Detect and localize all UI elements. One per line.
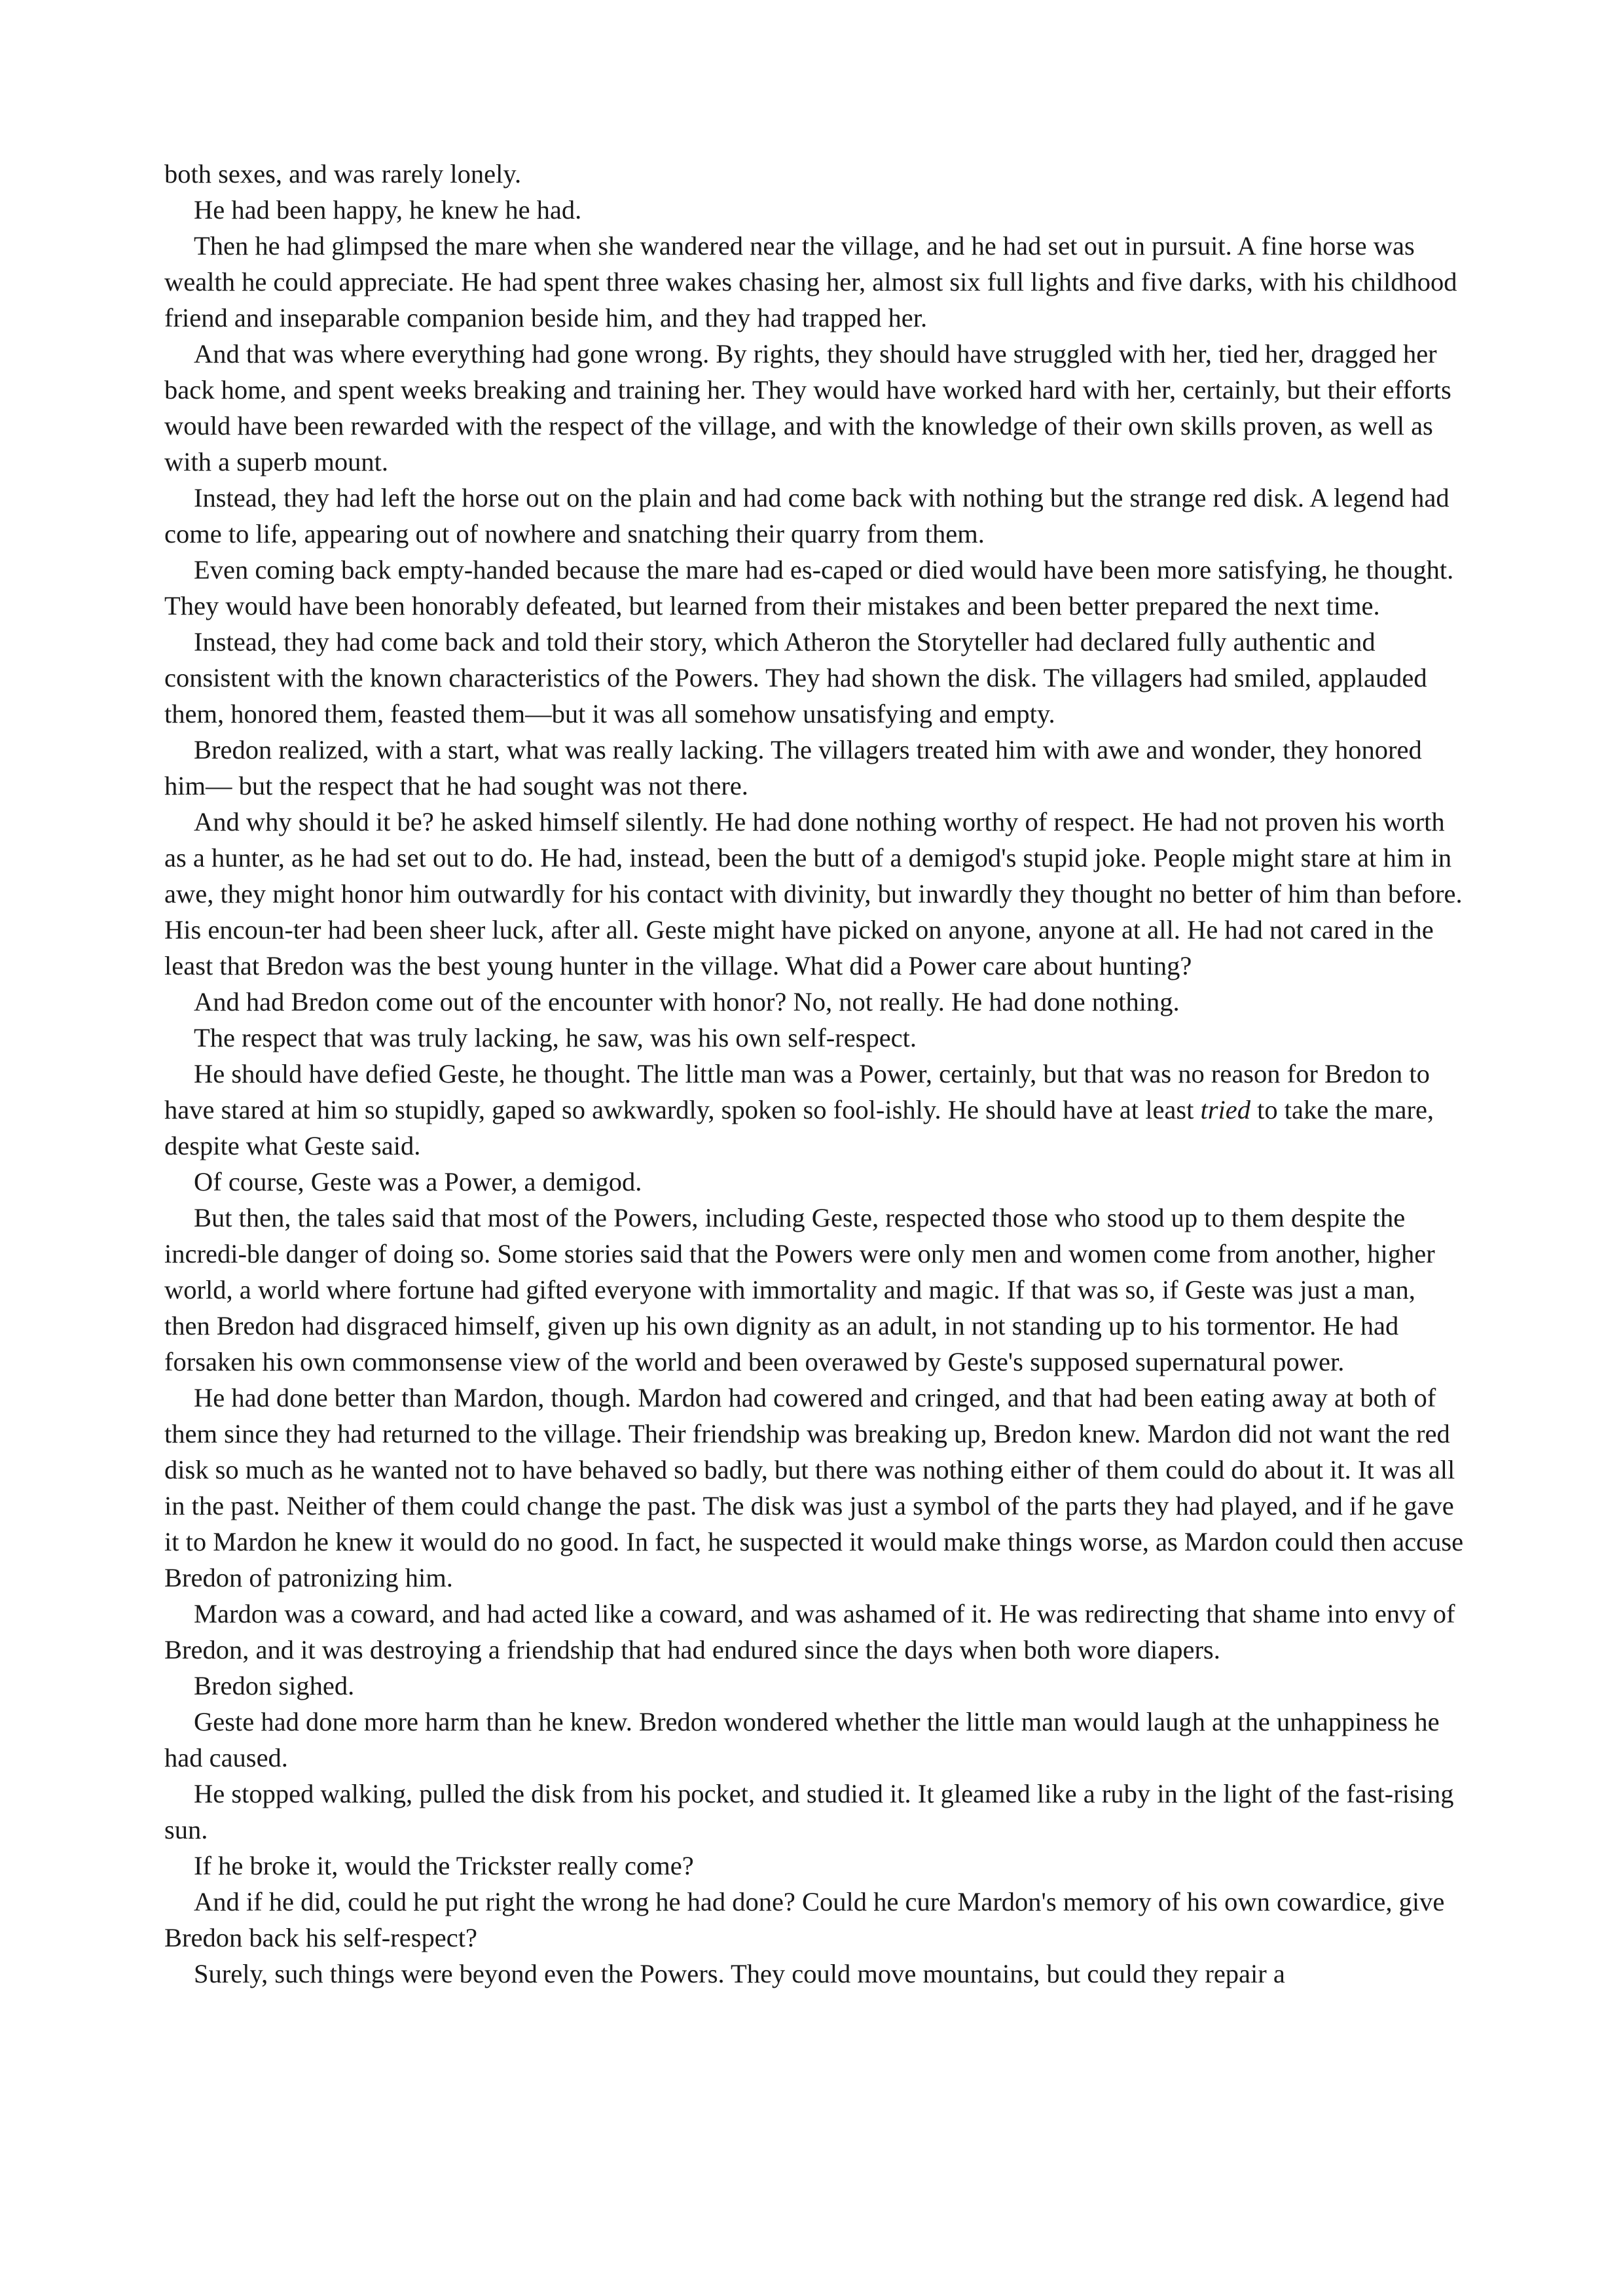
paragraph-11-after: to take the mare, despite what Geste said. bbox=[164, 1095, 1434, 1160]
paragraph-8: And why should it be? he asked himself silently. He had done nothing worthy of respect. He had not proven his worth as a hunter, as he had set out to do. He had, instead, been the butt of a demigod's stupid joke. People might stare at him in awe, they might honor him outwardly for his contact with divinity, but inwardly they thought no better of him than before. His encoun-ter had been sheer luck, after all. Geste might have picked on anyone, anyone at all. He had not cared in the least that Bredon was the best young hunter in the village. What did a Power care about hunting? bbox=[164, 807, 1463, 980]
paragraph-4: Instead, they had left the horse out on the plain and had come back with nothing but the strange red disk. A legend had come to life, appearing out of nowhere and snatching their quarry from them. bbox=[164, 483, 1450, 548]
paragraph-11 bbox=[164, 1056, 1467, 1164]
paragraph-2: Then he had glimpsed the mare when she wandered near the village, and he had set out in pursuit. A fine horse was wealth he could appreciate. He had spent three wakes chasing her, almost six full lights and five darks, with his childhood friend and inseparable companion beside him, and they had trapped her. bbox=[164, 231, 1457, 332]
paragraph-16: Bredon sighed. bbox=[194, 1671, 355, 1700]
paragraph-3: And that was where everything had gone wrong. By rights, they should have struggled with her, tied her, dragged her back home, and spent weeks breaking and training her. They would have worked hard with her, certainly, but their efforts would have been rewarded with the respect of the village, and with the knowledge of their own skills proven, as well as with a superb mount. bbox=[164, 339, 1451, 476]
paragraph-15: Mardon was a coward, and had acted like a coward, and was ashamed of it. He was redirecting that shame into envy of Bredon, and it was destroying a friendship that had endured since the days when both wore diapers. bbox=[164, 1599, 1455, 1664]
paragraph-9: And had Bredon come out of the encounter with honor? No, not really. He had done nothing. bbox=[194, 987, 1180, 1016]
paragraph-21: Surely, such things were beyond even the Powers. They could move mountains, but could they repair a bbox=[194, 1959, 1285, 1988]
paragraph-11-emphasis: tried bbox=[1200, 1095, 1251, 1124]
paragraph-7: Bredon realized, with a start, what was really lacking. The villagers treated him with awe and wonder, they honored him— but the respect that he had sought was not there. bbox=[164, 735, 1422, 800]
paragraph-5: Even coming back empty-handed because the mare had es-caped or died would have been more satisfying, he thought. They would have been honorably defeated, but learned from their mistakes and been better prepared the next time. bbox=[164, 555, 1454, 620]
paragraph-0: both sexes, and was rarely lonely. bbox=[164, 159, 522, 188]
paragraph-17: Geste had done more harm than he knew. Bredon wondered whether the little man would laugh at the unhappiness he had caused. bbox=[164, 1707, 1440, 1772]
paragraph-11-before: He should have defied Geste, he thought. The little man was a Power, certainly, but that was no reason for Bredon to have stared at him so stupidly, gaped so awkwardly, spoken so fool-ishly. He should have at least bbox=[164, 1059, 1430, 1124]
paragraph-19: If he broke it, would the Trickster really come? bbox=[194, 1851, 694, 1880]
paragraph-20: And if he did, could he put right the wrong he had done? Could he cure Mardon's memory of his own cowardice, give Bredon back his self-respect? bbox=[164, 1887, 1445, 1952]
paragraph-10: The respect that was truly lacking, he saw, was his own self-respect. bbox=[194, 1023, 917, 1052]
paragraph-14: He had done better than Mardon, though. Mardon had cowered and cringed, and that had been eating away at both of them since they had returned to the village. Their friendship was breaking up, Bredon knew. Mardon did not want the red disk so much as he wanted not to have behaved so badly, but there was nothing either of them could do about it. It was all in the past. Neither of them could change the past. The disk was just a symbol of the parts they had played, and if he gave it to Mardon he knew it would do no good. In fact, he suspected it would make things worse, as Mardon could then accuse Bredon of patronizing him. bbox=[164, 1383, 1464, 1592]
paragraph-12: Of course, Geste was a Power, a demigod. bbox=[194, 1167, 642, 1196]
page-body bbox=[164, 156, 1467, 1992]
paragraph-18: He stopped walking, pulled the disk from his pocket, and studied it. It gleamed like a ruby in the light of the fast-rising sun. bbox=[164, 1779, 1454, 1844]
paragraph-13: But then, the tales said that most of the Powers, including Geste, respected those who stood up to them despite the incredi-ble danger of doing so. Some stories said that the Powers were only men and women come from another, higher world, a world where fortune had gifted everyone with immortality and magic. If that was so, if Geste was just a man, then Bredon had disgraced himself, given up his own dignity as an adult, in not standing up to his tormentor. He had forsaken his own commonsense view of the world and been overawed by Geste's supposed supernatural power. bbox=[164, 1203, 1435, 1376]
paragraph-1: He had been happy, he knew he had. bbox=[194, 195, 582, 224]
paragraph-6: Instead, they had come back and told their story, which Atheron the Storyteller had declared fully authentic and consistent with the known characteristics of the Powers. They had shown the disk. The villagers had smiled, applauded them, honored them, feasted them—but it was all somehow unsatisfying and empty. bbox=[164, 627, 1427, 728]
